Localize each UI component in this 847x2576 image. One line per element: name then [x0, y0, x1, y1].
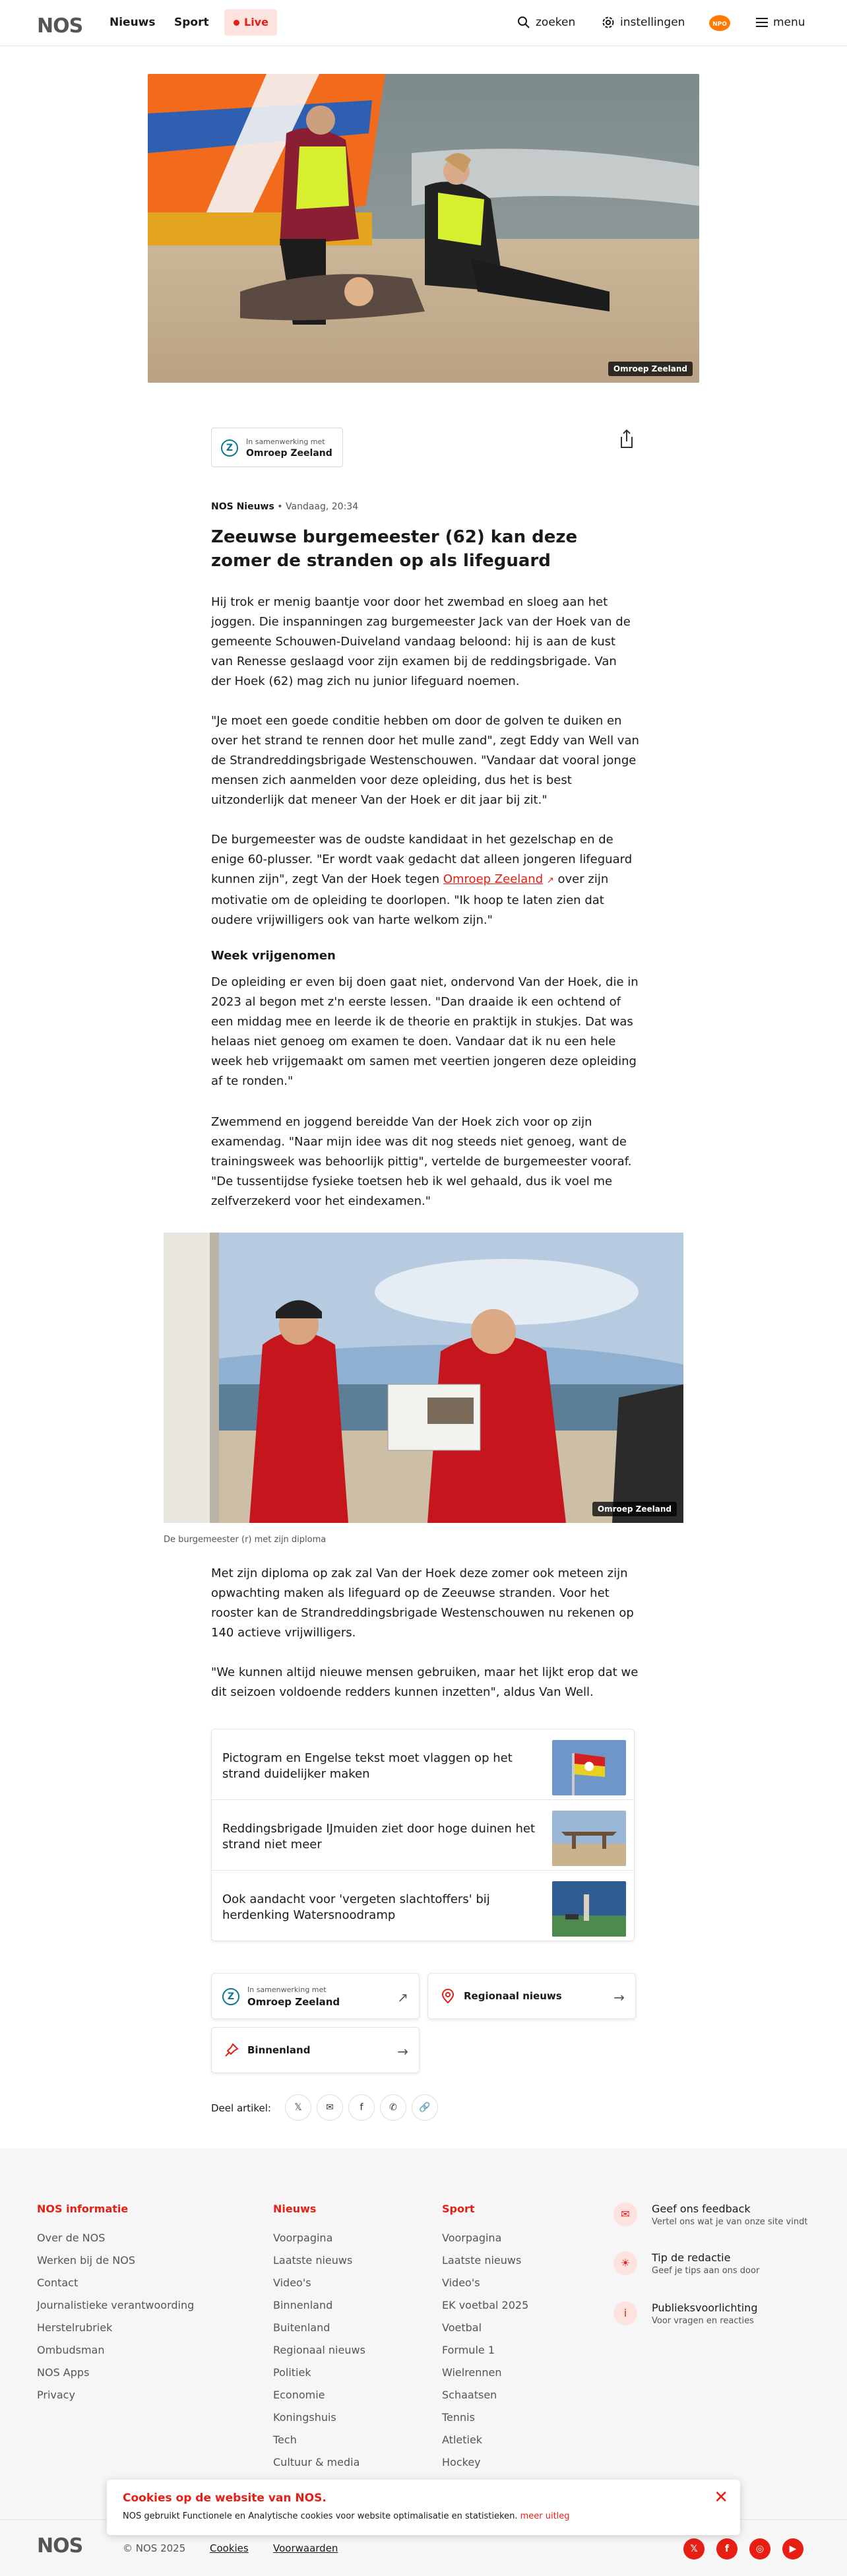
- terms-link[interactable]: Voorwaarden: [273, 2542, 338, 2554]
- partner-card-small: In samenwerking met: [247, 1985, 327, 1994]
- related-title: Pictogram en Engelse tekst moet vlaggen op het strand duidelijker maken: [222, 1751, 513, 1781]
- diploma-credit: Omroep Zeeland: [592, 1502, 677, 1516]
- x-social-icon[interactable]: 𝕏: [683, 2538, 705, 2560]
- related-title: Reddingsbrigade IJmuiden ziet door hoge duinen het strand niet meer: [222, 1822, 536, 1852]
- share-facebook-icon[interactable]: f: [348, 2094, 375, 2121]
- footer-link[interactable]: Wielrennen: [442, 2366, 502, 2379]
- cookie-more-link[interactable]: meer uitleg: [520, 2511, 570, 2521]
- footer-link[interactable]: Journalistieke verantwoording: [37, 2299, 195, 2311]
- paragraph-3: [211, 830, 640, 930]
- omroep-zeeland-logo-icon: Z: [222, 1988, 239, 2005]
- footer-logo[interactable]: NOS: [37, 2534, 83, 2558]
- footer-link[interactable]: Laatste nieuws: [273, 2254, 353, 2267]
- info-title: Publieksvoorlichting: [652, 2302, 758, 2314]
- footer-link[interactable]: Tech: [273, 2433, 297, 2446]
- lightbulb-icon: ☀: [613, 2251, 637, 2275]
- footer-link[interactable]: Herstelrubriek: [37, 2321, 113, 2334]
- search-icon: [517, 16, 530, 29]
- cookie-body: NOS gebruikt Functionele en Analytische cookies voor website optimalisatie en statistieken.: [123, 2511, 518, 2521]
- related-item[interactable]: [212, 1800, 634, 1871]
- footer-link[interactable]: Privacy: [37, 2389, 75, 2401]
- logo-text: NOS: [37, 15, 83, 38]
- cookie-title: Cookies op de website van NOS.: [123, 2492, 327, 2505]
- footer-link[interactable]: Video's: [442, 2276, 480, 2289]
- paragraph-2: "Je moet een goede conditie hebben om door de golven te duiken en over het strand te rennen door het mulle zand", zegt Eddy van Well van de Strandreddingsbrigade Westenschouwen. "Vandaar dat vooral jonge mensen zich aanmelden voor deze opleiding, dus het is best uitzonderlijk dat meneer Van der Hoek er dit jaar bij zit.": [211, 714, 639, 807]
- related-articles: [211, 1729, 635, 1941]
- info-link[interactable]: [608, 2298, 819, 2337]
- share-x-icon[interactable]: 𝕏: [285, 2094, 311, 2121]
- footer-link[interactable]: Regionaal nieuws: [273, 2344, 365, 2356]
- footer-link[interactable]: Economie: [273, 2389, 325, 2401]
- footer-link[interactable]: Hockey: [442, 2456, 481, 2468]
- footer-link[interactable]: Over de NOS: [37, 2232, 106, 2244]
- footer-heading: Nieuws: [273, 2203, 317, 2215]
- related-thumbnail: [552, 1811, 626, 1866]
- npo-icon: [708, 15, 731, 32]
- paragraph-3-part-b: over zijn motivatie om de opleiding te doorlopen. "Ik hoop te laten zien dat oudere vrijwilligers ook van harte welkom zijn.": [211, 872, 609, 927]
- info-sub: Voor vragen en reacties: [652, 2316, 754, 2326]
- cookie-text: [123, 2511, 570, 2521]
- location-pin-icon: [440, 1988, 456, 2004]
- arrow-right-icon: →: [613, 1989, 625, 2005]
- footer-link[interactable]: Voetbal: [442, 2321, 482, 2334]
- info-icon: i: [613, 2302, 637, 2325]
- article-title: Zeeuwse burgemeester (62) kan deze zomer de stranden op als lifeguard: [211, 527, 578, 571]
- external-link-icon: ↗: [546, 876, 554, 886]
- diploma-image: [164, 1233, 683, 1523]
- footer-link[interactable]: Werken bij de NOS: [37, 2254, 136, 2267]
- footer-link[interactable]: Voorpagina: [273, 2232, 333, 2244]
- npo-logo[interactable]: [708, 15, 731, 32]
- footer-link[interactable]: Voorpagina: [442, 2232, 502, 2244]
- article-source: NOS Nieuws: [211, 501, 274, 512]
- paragraph-1: Hij trok er menig baantje voor door het zwembad en sloeg aan het joggen. Die inspanningen zag burgemeester Jack van der Hoek van de gemeente Schouwen-Duiveland vandaag beloond: hij is aan de kust van Renesse geslaagd voor zijn examen bij de reddingsbrigade. Van der Hoek (62) mag zich nu junior lifeguard noemen.: [211, 595, 631, 688]
- tip-sub: Geef je tips aan ons door: [652, 2266, 760, 2276]
- footer-link[interactable]: NOS Apps: [37, 2366, 90, 2379]
- share-label: Deel artikel:: [211, 2102, 271, 2114]
- paragraph-4: De opleiding er even bij doen gaat niet, ondervond Van der Hoek, die in 2023 al begon met z'n eerste lessen. "Dan draaide ik een ochtend of een middag mee en leerde ik de theorie en praktijk in stukjes. Dat was helaas niet genoeg om examen te doen. Vandaar dat ik nu een hele week heb vrijgemaakt om samen met veertien jongeren deze opleiding af te ronden.": [211, 975, 639, 1088]
- facebook-social-icon[interactable]: f: [716, 2538, 737, 2560]
- footer-links: [37, 2227, 194, 2406]
- arrow-right-icon: →: [397, 2044, 408, 2059]
- svg-text:NPO: NPO: [712, 21, 727, 28]
- instagram-social-icon[interactable]: ◎: [749, 2538, 770, 2560]
- footer-link[interactable]: Buitenland: [273, 2321, 330, 2334]
- feedback-link[interactable]: [608, 2199, 819, 2238]
- share-whatsapp-icon[interactable]: ✆: [380, 2094, 406, 2121]
- partner-card[interactable]: [211, 1973, 420, 2019]
- tip-link[interactable]: [608, 2247, 819, 2287]
- footer-links: [273, 2227, 365, 2496]
- close-icon[interactable]: ✕: [714, 2488, 728, 2507]
- footer-link[interactable]: Contact: [37, 2276, 78, 2289]
- footer-link[interactable]: Ombudsman: [37, 2344, 105, 2356]
- youtube-social-icon[interactable]: ▶: [782, 2538, 803, 2560]
- share-button[interactable]: [617, 428, 636, 450]
- footer-col-nieuws: [273, 2203, 365, 2496]
- share-link-icon[interactable]: 🔗: [412, 2094, 438, 2121]
- feedback-sub: Vertel ons wat je van onze site vindt: [652, 2217, 808, 2227]
- share-icon: [617, 428, 636, 450]
- subheading: Week vrijgenomen: [211, 949, 336, 963]
- chat-icon: ✉: [613, 2203, 637, 2226]
- footer-link[interactable]: Tennis: [442, 2411, 475, 2424]
- copyright: © NOS 2025: [123, 2542, 186, 2554]
- related-item[interactable]: [212, 1871, 634, 1941]
- diploma-photo: [164, 1233, 683, 1523]
- related-thumbnail: [552, 1881, 626, 1937]
- hero-image: [148, 74, 699, 383]
- cookie-banner: [107, 2480, 740, 2535]
- partner-badge[interactable]: [211, 428, 343, 467]
- hamburger-icon: [756, 17, 768, 28]
- paragraph-5: Zwemmend en joggend bereidde Van der Hoek zich voor op zijn examendag. "Naar mijn idee was dit nog steeds niet genoeg, want de trainingsweek was behoorlijk pittig", vertelde de burgemeester vooraf. "De tussentijdse fysieke toetsen heb ik wel gehaald, dus ik voel me zelfverzekerd voor het eindexamen.": [211, 1115, 632, 1208]
- related-title: Ook aandacht voor 'vergeten slachtoffers' bij herdenking Watersnoodramp: [222, 1892, 490, 1922]
- footer-heading: NOS informatie: [37, 2203, 129, 2215]
- footer-col-sport: [442, 2203, 528, 2474]
- menu-button[interactable]: [756, 16, 805, 29]
- footer-link[interactable]: EK voetbal 2025: [442, 2299, 529, 2311]
- site-header: [0, 0, 847, 46]
- nos-logo[interactable]: [37, 15, 82, 38]
- footer-heading: Sport: [442, 2203, 475, 2215]
- footer-link[interactable]: Schaatsen: [442, 2389, 497, 2401]
- search-label: zoeken: [536, 16, 576, 29]
- search-button[interactable]: [517, 16, 575, 29]
- regional-card-label: Regionaal nieuws: [464, 1990, 562, 2002]
- hero-photo: [148, 74, 699, 383]
- article-time: Vandaag, 20:34: [286, 501, 359, 512]
- footer-link[interactable]: Laatste nieuws: [442, 2254, 522, 2267]
- footer-link[interactable]: Cultuur & media: [273, 2456, 360, 2468]
- nav-nieuws[interactable]: Nieuws: [110, 16, 156, 29]
- regional-card[interactable]: [427, 1973, 636, 2019]
- menu-label: menu: [773, 16, 805, 29]
- omroep-zeeland-logo-icon: Z: [221, 439, 238, 457]
- footer-link[interactable]: Video's: [273, 2276, 311, 2289]
- tip-title: Tip de redactie: [652, 2251, 731, 2264]
- image-caption: De burgemeester (r) met zijn diploma: [164, 1535, 327, 1545]
- settings-button[interactable]: [602, 16, 685, 29]
- related-thumbnail: [552, 1740, 626, 1795]
- partner-small-label: In samenwerking met: [246, 437, 325, 446]
- external-arrow-icon: ↗: [397, 1989, 408, 2005]
- nav-sport[interactable]: Sport: [174, 16, 209, 29]
- paragraph-3-part-a: De burgemeester was de oudste kandidaat in het gezelschap en de enige 60-plusser. "Er wordt vaak gedacht dat alleen jongeren lifeguard kunnen zijn", zegt Van der Hoek tegen: [211, 833, 633, 886]
- footer-link[interactable]: Koningshuis: [273, 2411, 336, 2424]
- related-item[interactable]: [212, 1729, 634, 1800]
- footer-link[interactable]: Atletiek: [442, 2433, 483, 2446]
- pin-icon: [224, 2042, 239, 2058]
- footer-col-info: [37, 2203, 194, 2406]
- binnenland-card-label: Binnenland: [247, 2044, 311, 2056]
- live-button[interactable]: Live: [224, 9, 277, 36]
- partner-name: Omroep Zeeland: [246, 448, 332, 459]
- paragraph-6: Met zijn diploma op zak zal Van der Hoek deze zomer ook meteen zijn opwachting maken als lifeguard op de Zeeuwse stranden. Voor het rooster kan de Strandreddingsbrigade Westenschouwen nu rekenen op 140 actieve vrijwilligers.: [211, 1566, 634, 1640]
- article-meta: [211, 501, 358, 512]
- paragraph-7: "We kunnen altijd nieuwe mensen gebruiken, maar het lijkt erop dat we dit seizoen voldoende redders kunnen inzetten", aldus Van Well.: [211, 1665, 639, 1699]
- footer-link[interactable]: Politiek: [273, 2366, 311, 2379]
- hero-credit: Omroep Zeeland: [608, 362, 693, 376]
- partner-card-name: Omroep Zeeland: [247, 1996, 340, 2008]
- binnenland-card[interactable]: [211, 2027, 420, 2073]
- settings-label: instellingen: [620, 16, 685, 29]
- share-mail-icon[interactable]: ✉: [317, 2094, 343, 2121]
- gear-icon: [602, 16, 615, 29]
- footer-links: [442, 2227, 528, 2474]
- omroep-zeeland-link[interactable]: Omroep Zeeland: [443, 872, 544, 886]
- meta-separator: •: [277, 501, 283, 512]
- feedback-title: Geef ons feedback: [652, 2203, 751, 2215]
- footer-link[interactable]: Binnenland: [273, 2299, 333, 2311]
- cookies-link[interactable]: Cookies: [210, 2542, 249, 2554]
- footer-link[interactable]: Formule 1: [442, 2344, 495, 2356]
